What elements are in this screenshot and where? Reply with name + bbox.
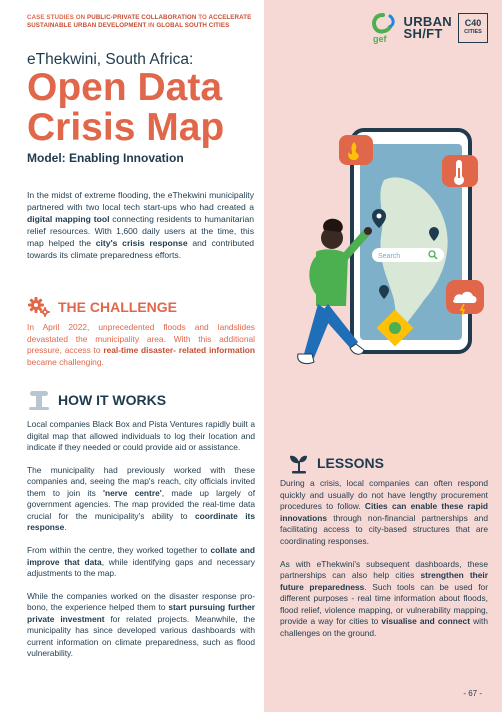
urban-shift-line1: URBAN <box>403 14 452 29</box>
c40-line2: CITIES <box>464 29 482 35</box>
emphasis-text: strengthen their future preparedness <box>280 570 488 592</box>
emphasis-text: digital mapping tool <box>27 213 110 224</box>
challenge-heading <box>27 296 177 318</box>
how-it-works-paragraph: While the companies worked on the disaster response pro-bono, the experience helped them to start pursuing further private investment for related projects. Meanwhile, the municipality has since developed various dashboards with current information on climate preparedness, such as flood vulnerability. <box>27 590 255 659</box>
intro-paragraph: In the midst of extreme flooding, the eThekwini municipality partnered with two local tech start-ups who had created a digital mapping tool connecting residents to humanitarian relief resources. With 1,600 daily users at the time, this map helped the city's crisis response and contributed towards its climate preparedness efforts. <box>27 190 254 260</box>
pillar-icon <box>27 388 51 412</box>
kicker-part: IN <box>146 22 157 29</box>
emphasis-text: city's crisis response <box>95 237 188 248</box>
partner-logos <box>368 10 488 46</box>
kicker-part-bold: PUBLIC-PRIVATE COLLABORATION <box>87 14 197 21</box>
how-it-works-paragraph: The municipality had previously worked with these companies and, seeing the map's reach, city officials invited them to join its 'nerve centre', made up largely of government agencies. The map provided the real-time data crucial for the municipality's ability to coordinate its response. <box>27 464 256 533</box>
emphasis-text: visualise and connect <box>381 616 470 626</box>
challenge-paragraph: In April 2022, unprecedented floods and landslides devastated the municipality area. With this additional pressure, access to real-time disaster- related information became challenging. <box>27 322 255 367</box>
gef-logo <box>368 12 398 44</box>
header-kicker <box>27 14 297 30</box>
emphasis-text: collate and improve that data <box>27 545 255 567</box>
how-it-works-paragraph: Local companies Black Box and Pista Ventures rapidly built a digital map that allowed individuals to log their location and indicate if they needed or could provide aid or assistance. <box>27 419 255 452</box>
kicker-part: TO <box>196 14 209 21</box>
page-title <box>27 68 224 148</box>
emphasis-text: Cities can enable these rapid innovations <box>280 501 489 523</box>
kicker-part: CASE STUDIES ON <box>27 14 88 21</box>
title-line-2: Crisis Map <box>27 106 225 149</box>
challenge-heading-text: THE CHALLENGE <box>58 299 177 315</box>
urban-shift-line2: SH/FT <box>403 26 443 41</box>
city-subtitle: eThekwini, South Africa: <box>27 51 194 68</box>
kicker-part-bold: GLOBAL SOUTH CITIES <box>156 22 230 29</box>
emphasis-text: start pursuing further private investment <box>27 602 255 624</box>
model-label: Model: Enabling Innovation <box>27 151 184 165</box>
how-it-works-paragraph: From within the centre, they worked together to collate and improve that data, while identifying gaps and necessary adjustments to the map. <box>27 545 255 579</box>
emphasis-text: 'nerve centre' <box>103 487 162 498</box>
how-it-works-heading-text: HOW IT WORKS <box>58 392 167 408</box>
gears-icon <box>27 296 51 318</box>
c40-logo <box>458 13 488 43</box>
how-it-works-heading <box>27 388 166 412</box>
map-search-label: Search <box>378 253 401 260</box>
page-number: - 67 - <box>463 689 482 698</box>
lessons-heading <box>288 452 384 474</box>
emphasis-text: coordinate its response <box>27 510 255 533</box>
how-it-works-body <box>27 419 255 671</box>
c40-line1: C40 <box>464 18 482 28</box>
emphasis-text: real-time disaster- related information <box>103 345 255 355</box>
lessons-body <box>280 478 488 651</box>
kicker-part-bold: ACCELERATE SUSTAINABLE URBAN DEVELOPMENT <box>27 14 252 29</box>
urban-shift-logo <box>404 16 452 40</box>
title-line-1: Open Data <box>27 66 223 109</box>
lessons-heading-text: LESSONS <box>317 455 384 471</box>
phone-map-illustration <box>264 110 502 410</box>
seedling-icon <box>288 452 310 474</box>
lessons-paragraph: During a crisis, local companies can often respond quickly and usually do not have lengthy procurement procedures to follow. Cities can enable these rapid innovations through non-financial partnerships and facilitating access to city-based structures that are coordinating responses. <box>280 478 489 546</box>
gef-logo-text: gef <box>372 34 387 44</box>
lessons-paragraph: As with eThekwini's subsequent dashboards, these partnerships can also help cities strengthen their future preparedness. Such tools can be used for different purposes - real time information about floods, flood relief, violence mapping, or vulnerability mapping, provide a way for cities to visualise and connect with challenges on the ground. <box>280 558 488 638</box>
